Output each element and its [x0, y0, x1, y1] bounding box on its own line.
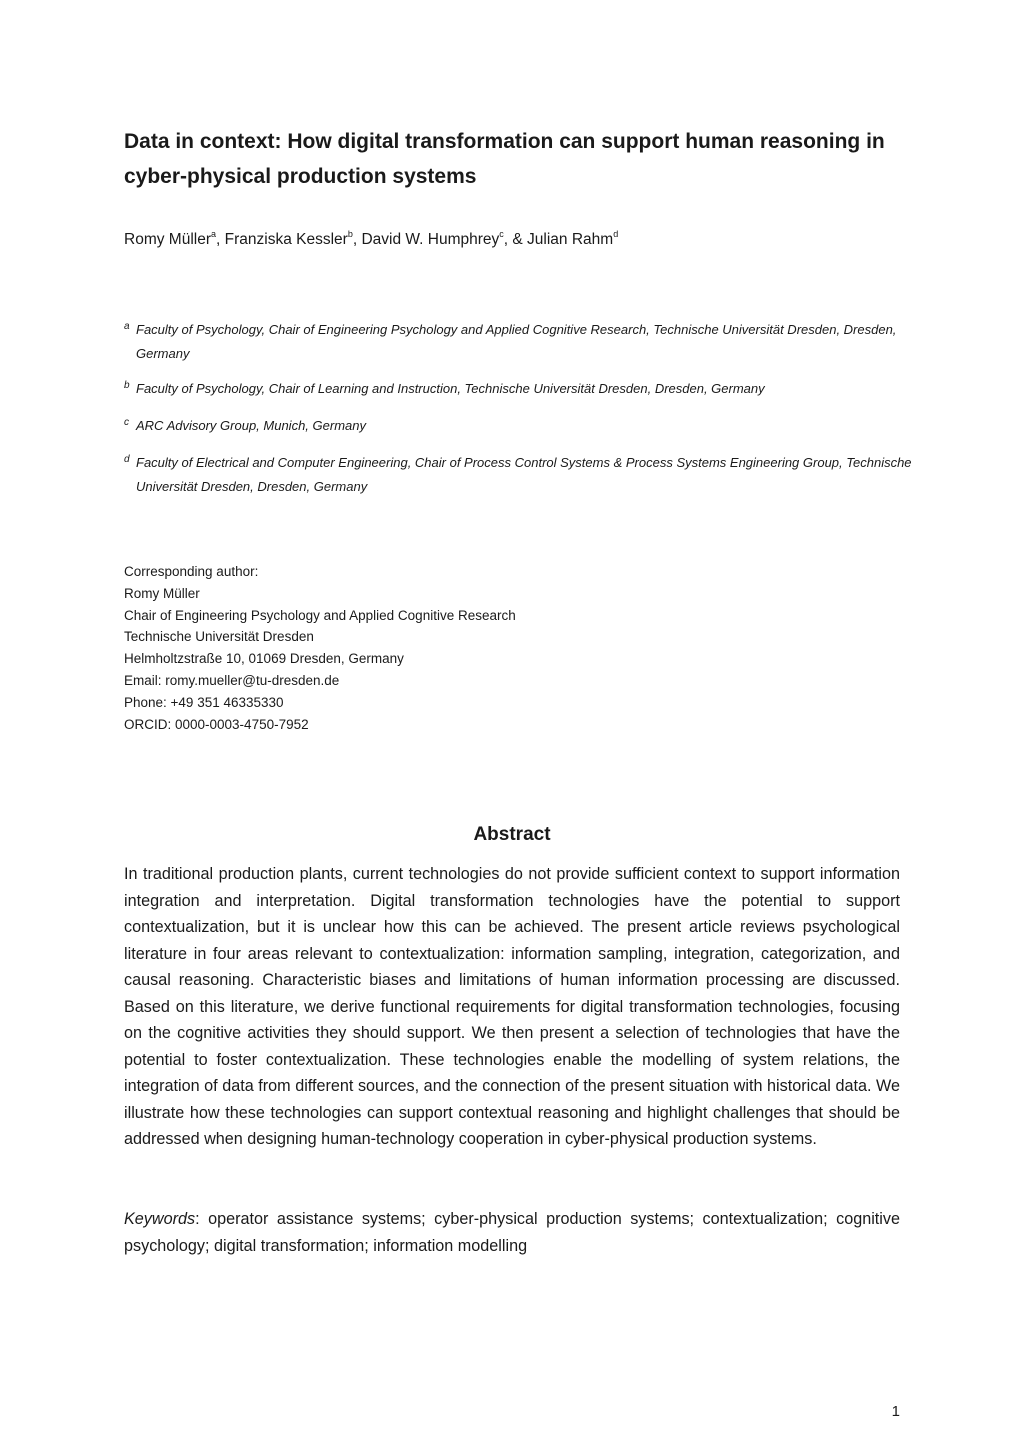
- corresponding-email: Email: romy.mueller@tu-dresden.de: [124, 672, 340, 688]
- affiliation-b: b Faculty of Psychology, Chair of Learning and Instruction, Technische Universität Dresden, Dresden, Germany: [124, 380, 765, 396]
- corresponding-phone: Phone: +49 351 46335330: [124, 694, 284, 710]
- keywords-text: : operator assistance systems; cyber-physical production systems; contextualization; cognitive psychology; digital transformation; information modelling: [124, 1210, 900, 1255]
- corresponding-name: Romy Müller: [124, 585, 200, 601]
- paper-title: Data in context: How digital transformation can support human reasoning in cyber-physical production systems: [124, 130, 885, 188]
- page-number: 1: [891, 1403, 900, 1420]
- author-affiliation-mark: c: [499, 228, 504, 239]
- affiliation-text: Faculty of Electrical and Computer Engineering, Chair of Process Control Systems & Process Systems Engineering Group, Technische Universität Dresden, Dresden, Germany: [136, 455, 912, 494]
- corresponding-address: Helmholtzstraße 10, 01069 Dresden, Germany: [124, 651, 404, 667]
- abstract-text: In traditional production plants, current technologies do not provide sufficient context to support information integration and interpretation. Digital transformation technologies have the potential to support contextualization, but it is unclear how this can be achieved. The present article reviews psychological literature in four areas relevant to contextualization: information sampling, integration, categorization, and causal reasoning. Characteristic biases and limitations of human information processing are discussed. Based on this literature, we derive functional requirements for digital transformation technologies, focusing on the cognitive activities they should support. We then present a selection of technologies that have the potential to foster contextualization. These technologies enable the modelling of system relations, the integration of data from different sources, and the connection of the present situation with historical data. We illustrate how these technologies can support contextual reasoning and highlight challenges that should be addressed when designing human-technology cooperation in cyber-physical production systems.: [124, 865, 900, 1148]
- author-name: & Julian Rahm: [512, 231, 614, 248]
- corresponding-orcid: ORCID: 0000-0003-4750-7952: [124, 716, 309, 732]
- affiliation-a: a Faculty of Psychology, Chair of Engineering Psychology and Applied Cognitive Research, Technische Universität Dresden, Dresden, Germany: [124, 321, 897, 361]
- abstract-heading: Abstract: [473, 824, 551, 845]
- affiliation-text: Faculty of Psychology, Chair of Engineering Psychology and Applied Cognitive Research, Technische Universität Dresden, Dresden, Germany: [136, 322, 897, 361]
- author-list: [124, 229, 904, 251]
- author-name: Romy Müller: [124, 231, 211, 248]
- author-name: David W. Humphrey: [361, 231, 500, 248]
- author-separator: ,: [503, 231, 513, 248]
- affiliation-c: c ARC Advisory Group, Munich, Germany: [124, 417, 366, 433]
- author-separator: ,: [216, 231, 225, 248]
- corresponding-author-block: [124, 561, 724, 735]
- author-affiliation-mark: d: [613, 228, 619, 239]
- corresponding-chair: Chair of Engineering Psychology and Applied Cognitive Research: [124, 607, 516, 623]
- keywords-label: Keywords: [124, 1210, 196, 1228]
- author-separator: ,: [352, 231, 362, 248]
- author-name: Franziska Kessler: [224, 231, 348, 248]
- affiliation-text: ARC Advisory Group, Munich, Germany: [136, 418, 366, 433]
- keywords: [124, 1206, 900, 1259]
- affiliation-text: Faculty of Psychology, Chair of Learning and Instruction, Technische Universität Dresden, Dresden, Germany: [136, 381, 765, 396]
- affiliation-d: d Faculty of Electrical and Computer Engineering, Chair of Process Control Systems & Process Systems Engineering Group, Technische Universität Dresden, Dresden, Germany: [124, 454, 912, 494]
- corresponding-university: Technische Universität Dresden: [124, 629, 314, 645]
- author-affiliation-mark: a: [210, 228, 216, 239]
- author-affiliation-mark: b: [347, 228, 353, 239]
- corresponding-label: Corresponding author:: [124, 564, 259, 579]
